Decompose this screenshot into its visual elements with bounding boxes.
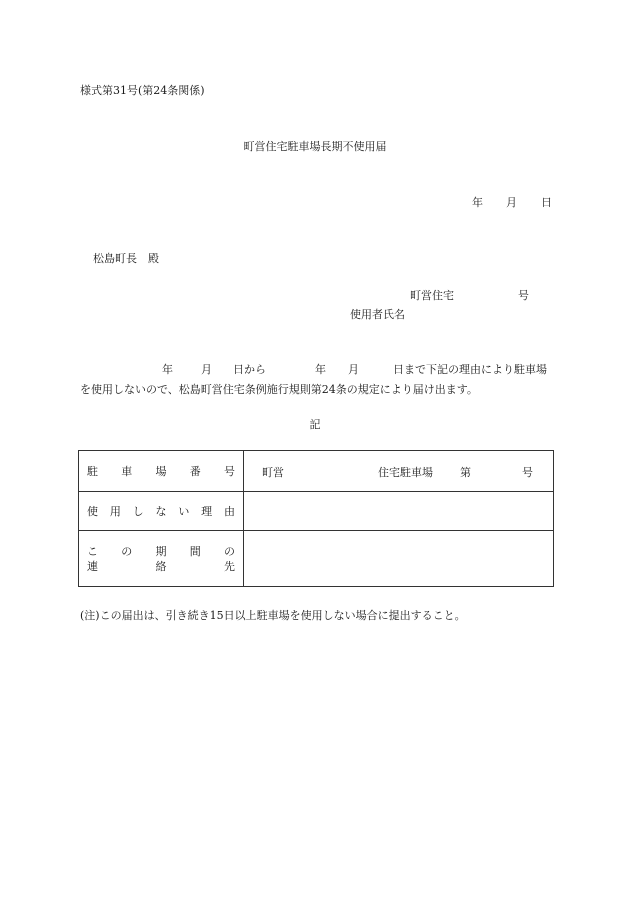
label-char: 番 — [189, 465, 201, 478]
label-char: 駐 — [87, 465, 98, 478]
parking-number-value[interactable] — [244, 451, 554, 492]
body-from: 日から — [233, 363, 266, 376]
dai-label: 第 — [460, 466, 471, 479]
body-line-2 — [80, 380, 560, 400]
label-char: 期 — [155, 544, 167, 558]
body-line-2-text: を使用しないので、松島町営住宅条例施行規則第24条の規定により届け出ます。 — [80, 383, 478, 396]
date-month-label: 月 — [506, 196, 517, 209]
date-year-label: 年 — [472, 196, 483, 209]
reason-label — [79, 492, 244, 531]
user-name-label: 使用者氏名 — [350, 308, 405, 321]
footnote: (注)この届出は、引き続き15日以上駐車場を使用しない場合に提出すること。 — [80, 609, 466, 622]
contact-value[interactable] — [244, 531, 554, 587]
detail-table — [78, 450, 554, 587]
document-title: 町営住宅駐車場長期不使用届 — [243, 140, 387, 153]
body-month-2: 月 — [348, 363, 359, 376]
reason-value[interactable] — [244, 492, 554, 531]
table-row-contact — [79, 531, 554, 587]
body-year-1: 年 — [162, 363, 173, 376]
parking-number-label — [79, 451, 244, 492]
housing-label: 町営住宅 — [410, 289, 454, 302]
label-char: 号 — [224, 465, 235, 478]
town-label: 町営 — [262, 466, 284, 479]
body-line-1 — [80, 360, 560, 380]
label-char: し — [132, 505, 144, 518]
label-char: 連 — [87, 559, 98, 573]
label-char: 用 — [109, 505, 121, 518]
label-char: 由 — [223, 505, 235, 518]
body-text — [80, 360, 560, 400]
contact-label — [79, 531, 244, 587]
label-char: 場 — [155, 465, 167, 478]
label-char: 絡 — [155, 559, 167, 573]
label-char: 間 — [189, 544, 201, 558]
go-label: 号 — [522, 466, 533, 479]
body-until: 日まで下記の理由により駐車場 — [393, 363, 547, 376]
label-char: な — [155, 505, 167, 518]
housing-number-suffix: 号 — [518, 289, 529, 302]
form-number: 様式第31号(第24条関係) — [80, 84, 205, 97]
label-char: 車 — [121, 465, 133, 478]
label-char: の — [224, 544, 235, 558]
addressee: 松島町長 殿 — [93, 252, 159, 265]
label-char: い — [178, 505, 190, 518]
label-char: の — [121, 544, 133, 558]
body-month-1: 月 — [201, 363, 212, 376]
ki-heading: 記 — [309, 418, 321, 431]
table-row-parking-number — [79, 451, 554, 492]
label-char: 理 — [201, 505, 213, 518]
label-char: こ — [87, 544, 98, 558]
parking-lot-label: 住宅駐車場 — [378, 466, 433, 479]
label-char: 先 — [224, 559, 235, 573]
table-row-reason — [79, 492, 554, 531]
body-year-2: 年 — [315, 363, 326, 376]
date-day-label: 日 — [541, 196, 552, 209]
label-char: 使 — [87, 505, 98, 518]
